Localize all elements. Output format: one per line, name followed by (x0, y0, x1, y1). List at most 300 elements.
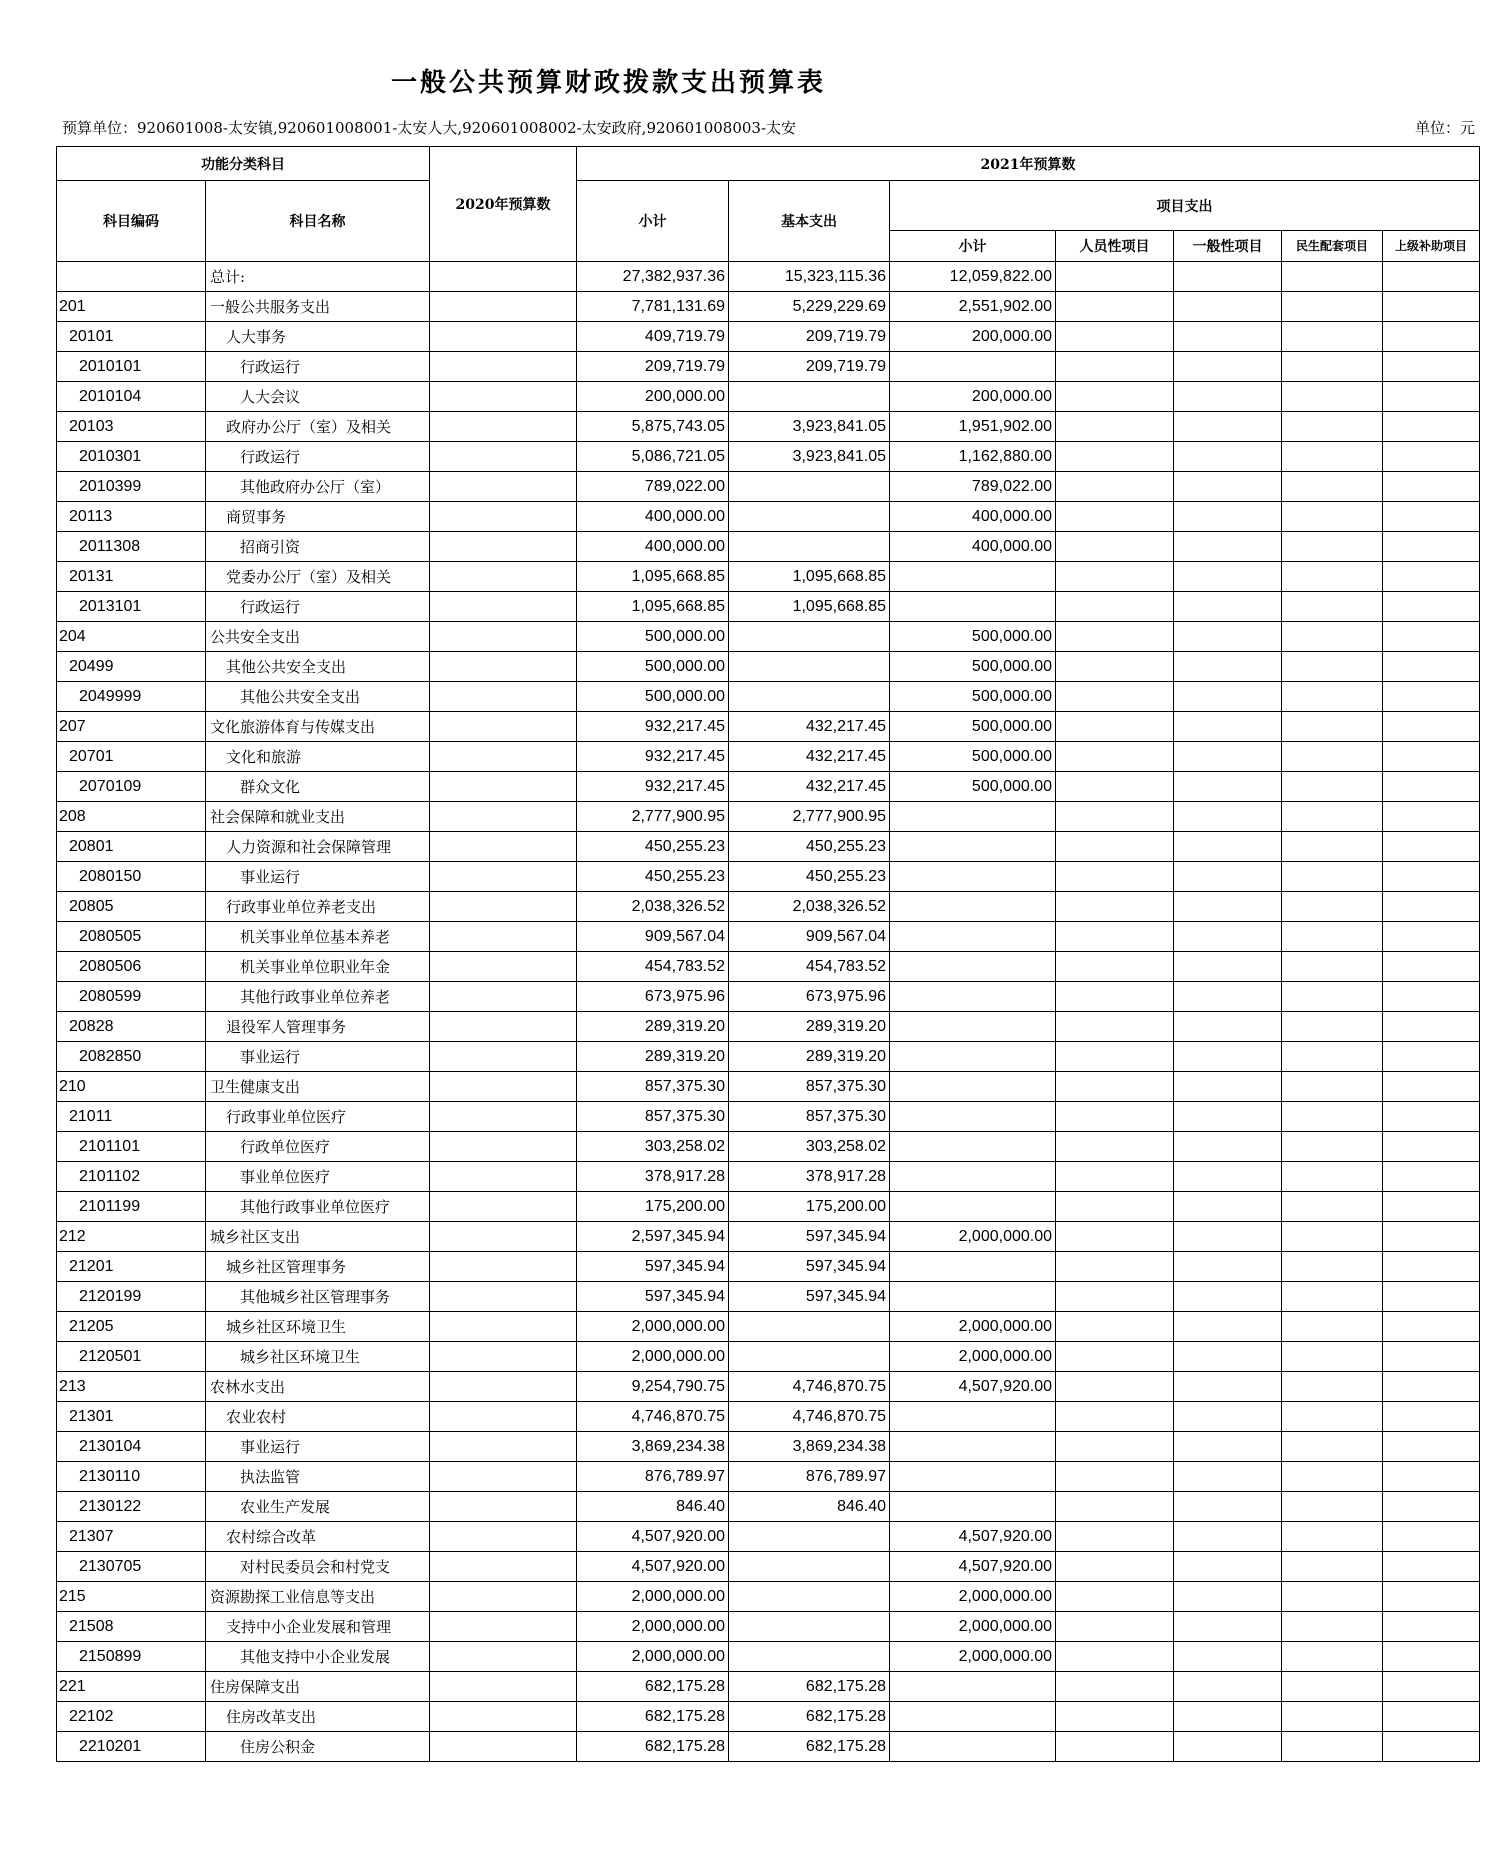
cell-personnel (1056, 952, 1174, 982)
cell-code: 2120501 (57, 1342, 206, 1372)
cell-code: 21307 (57, 1522, 206, 1552)
cell-project-subtotal (890, 1102, 1056, 1132)
cell-superior (1383, 1402, 1480, 1432)
cell-subtotal: 500,000.00 (577, 682, 729, 712)
cell-personnel (1056, 412, 1174, 442)
cell-prev-year (430, 982, 577, 1012)
cell-supporting (1282, 1162, 1383, 1192)
cell-basic (729, 1582, 890, 1612)
cell-supporting (1282, 1552, 1383, 1582)
cell-project-subtotal: 500,000.00 (890, 712, 1056, 742)
cell-superior (1383, 862, 1480, 892)
cell-supporting (1282, 1282, 1383, 1312)
cell-code: 212 (57, 1222, 206, 1252)
cell-personnel (1056, 472, 1174, 502)
cell-subtotal: 200,000.00 (577, 382, 729, 412)
cell-general (1174, 742, 1282, 772)
cell-personnel (1056, 832, 1174, 862)
table-row (57, 442, 1480, 472)
cell-superior (1383, 1522, 1480, 1552)
cell-prev-year (430, 1072, 577, 1102)
table-row (57, 1522, 1480, 1552)
cell-personnel (1056, 442, 1174, 472)
cell-personnel (1056, 1552, 1174, 1582)
cell-supporting (1282, 1402, 1383, 1432)
cell-superior (1383, 1222, 1480, 1252)
cell-subtotal: 2,038,326.52 (577, 892, 729, 922)
cell-superior (1383, 1492, 1480, 1522)
cell-basic: 682,175.28 (729, 1672, 890, 1702)
header-project-group: 项目支出 (890, 181, 1480, 231)
cell-prev-year (430, 1342, 577, 1372)
cell-superior (1383, 952, 1480, 982)
table-row (57, 1672, 1480, 1702)
cell-personnel (1056, 1372, 1174, 1402)
cell-prev-year (430, 1372, 577, 1402)
cell-name: 行政运行 (206, 592, 430, 622)
cell-general (1174, 1582, 1282, 1612)
cell-basic: 597,345.94 (729, 1222, 890, 1252)
cell-basic: 3,869,234.38 (729, 1432, 890, 1462)
cell-code: 2101102 (57, 1162, 206, 1192)
cell-subtotal: 597,345.94 (577, 1282, 729, 1312)
page-title: 一般公共预算财政拨款支出预算表 (390, 68, 826, 98)
cell-project-subtotal: 1,951,902.00 (890, 412, 1056, 442)
cell-name: 其他政府办公厅（室） (206, 472, 430, 502)
cell-superior (1383, 742, 1480, 772)
cell-name: 人大事务 (206, 322, 430, 352)
cell-subtotal: 673,975.96 (577, 982, 729, 1012)
cell-basic: 597,345.94 (729, 1282, 890, 1312)
cell-superior (1383, 1642, 1480, 1672)
cell-superior (1383, 532, 1480, 562)
cell-subtotal: 303,258.02 (577, 1132, 729, 1162)
header-personnel: 人员性项目 (1056, 231, 1174, 262)
cell-basic: 454,783.52 (729, 952, 890, 982)
cell-general (1174, 652, 1282, 682)
cell-subtotal: 2,777,900.95 (577, 802, 729, 832)
cell-name: 行政事业单位养老支出 (206, 892, 430, 922)
cell-project-subtotal (890, 1462, 1056, 1492)
table-row (57, 322, 1480, 352)
cell-superior (1383, 1342, 1480, 1372)
table-row (57, 1702, 1480, 1732)
cell-name: 其他行政事业单位医疗 (206, 1192, 430, 1222)
cell-basic (729, 382, 890, 412)
table-row (57, 592, 1480, 622)
cell-prev-year (430, 1252, 577, 1282)
table-row (57, 1282, 1480, 1312)
cell-basic: 15,323,115.36 (729, 262, 890, 292)
cell-superior (1383, 322, 1480, 352)
cell-supporting (1282, 1582, 1383, 1612)
cell-code: 2130122 (57, 1492, 206, 1522)
cell-code: 210 (57, 1072, 206, 1102)
cell-superior (1383, 1312, 1480, 1342)
cell-prev-year (430, 832, 577, 862)
cell-code: 20801 (57, 832, 206, 862)
cell-code: 2210201 (57, 1732, 206, 1762)
cell-subtotal: 2,597,345.94 (577, 1222, 729, 1252)
cell-name: 退役军人管理事务 (206, 1012, 430, 1042)
cell-code: 2082850 (57, 1042, 206, 1072)
cell-supporting (1282, 1192, 1383, 1222)
cell-project-subtotal: 2,000,000.00 (890, 1612, 1056, 1642)
cell-basic: 1,095,668.85 (729, 562, 890, 592)
cell-personnel (1056, 682, 1174, 712)
cell-prev-year (430, 1612, 577, 1642)
cell-supporting (1282, 1372, 1383, 1402)
header-supporting: 民生配套项目 (1282, 231, 1383, 262)
table-row (57, 562, 1480, 592)
cell-personnel (1056, 982, 1174, 1012)
table-row (57, 1732, 1480, 1762)
cell-personnel (1056, 1192, 1174, 1222)
cell-basic: 857,375.30 (729, 1072, 890, 1102)
cell-subtotal: 4,507,920.00 (577, 1522, 729, 1552)
cell-general (1174, 712, 1282, 742)
cell-basic (729, 472, 890, 502)
cell-name: 农村综合改革 (206, 1522, 430, 1552)
cell-general (1174, 682, 1282, 712)
table-row (57, 292, 1480, 322)
cell-personnel (1056, 772, 1174, 802)
table-row (57, 1582, 1480, 1612)
cell-superior (1383, 1552, 1480, 1582)
cell-project-subtotal (890, 952, 1056, 982)
cell-code: 22102 (57, 1702, 206, 1732)
cell-prev-year (430, 1102, 577, 1132)
cell-code: 201 (57, 292, 206, 322)
header-code: 科目编码 (57, 181, 206, 262)
cell-supporting (1282, 1222, 1383, 1252)
cell-subtotal: 4,507,920.00 (577, 1552, 729, 1582)
cell-general (1174, 922, 1282, 952)
cell-personnel (1056, 1492, 1174, 1522)
cell-basic: 4,746,870.75 (729, 1402, 890, 1432)
cell-superior (1383, 682, 1480, 712)
cell-superior (1383, 892, 1480, 922)
cell-project-subtotal (890, 592, 1056, 622)
cell-code: 2049999 (57, 682, 206, 712)
cell-superior (1383, 712, 1480, 742)
cell-superior (1383, 802, 1480, 832)
table-row (57, 1402, 1480, 1432)
table-row (57, 712, 1480, 742)
table-row (57, 1102, 1480, 1132)
cell-supporting (1282, 322, 1383, 352)
cell-name: 农林水支出 (206, 1372, 430, 1402)
cell-name: 其他公共安全支出 (206, 682, 430, 712)
cell-prev-year (430, 1432, 577, 1462)
cell-project-subtotal (890, 1492, 1056, 1522)
cell-personnel (1056, 1402, 1174, 1432)
cell-code: 207 (57, 712, 206, 742)
cell-project-subtotal (890, 1042, 1056, 1072)
cell-supporting (1282, 472, 1383, 502)
cell-basic: 3,923,841.05 (729, 412, 890, 442)
cell-superior (1383, 472, 1480, 502)
cell-name: 事业运行 (206, 1042, 430, 1072)
cell-code: 20828 (57, 1012, 206, 1042)
table-row (57, 772, 1480, 802)
cell-project-subtotal: 2,000,000.00 (890, 1342, 1056, 1372)
cell-project-subtotal (890, 352, 1056, 382)
cell-project-subtotal (890, 1732, 1056, 1762)
table-row (57, 262, 1480, 292)
cell-supporting (1282, 1012, 1383, 1042)
cell-project-subtotal: 1,162,880.00 (890, 442, 1056, 472)
table-row (57, 412, 1480, 442)
cell-basic: 846.40 (729, 1492, 890, 1522)
cell-project-subtotal (890, 562, 1056, 592)
cell-prev-year (430, 1522, 577, 1552)
cell-general (1174, 1462, 1282, 1492)
cell-prev-year (430, 292, 577, 322)
cell-supporting (1282, 292, 1383, 322)
cell-project-subtotal: 200,000.00 (890, 382, 1056, 412)
table-row (57, 892, 1480, 922)
cell-prev-year (430, 352, 577, 382)
cell-superior (1383, 1192, 1480, 1222)
cell-supporting (1282, 1072, 1383, 1102)
cell-project-subtotal: 500,000.00 (890, 682, 1056, 712)
cell-general (1174, 1492, 1282, 1522)
table-row (57, 622, 1480, 652)
cell-personnel (1056, 592, 1174, 622)
cell-project-subtotal (890, 802, 1056, 832)
cell-general (1174, 1672, 1282, 1702)
cell-name: 总计: (206, 262, 430, 292)
cell-code: 2080599 (57, 982, 206, 1012)
header-subtotal: 小计 (577, 181, 729, 262)
cell-name: 城乡社区环境卫生 (206, 1312, 430, 1342)
cell-superior (1383, 292, 1480, 322)
cell-subtotal: 2,000,000.00 (577, 1582, 729, 1612)
cell-code: 2080505 (57, 922, 206, 952)
cell-supporting (1282, 1102, 1383, 1132)
cell-general (1174, 1102, 1282, 1132)
cell-prev-year (430, 592, 577, 622)
cell-name: 社会保障和就业支出 (206, 802, 430, 832)
cell-supporting (1282, 592, 1383, 622)
cell-prev-year (430, 1012, 577, 1042)
cell-supporting (1282, 832, 1383, 862)
cell-superior (1383, 982, 1480, 1012)
cell-prev-year (430, 1222, 577, 1252)
cell-code: 204 (57, 622, 206, 652)
cell-general (1174, 1192, 1282, 1222)
cell-code: 21205 (57, 1312, 206, 1342)
cell-name: 人力资源和社会保障管理 (206, 832, 430, 862)
cell-name: 文化旅游体育与传媒支出 (206, 712, 430, 742)
cell-general (1174, 862, 1282, 892)
header-project-subtotal: 小计 (890, 231, 1056, 262)
cell-basic: 682,175.28 (729, 1732, 890, 1762)
table-row (57, 1072, 1480, 1102)
cell-superior (1383, 652, 1480, 682)
cell-project-subtotal: 2,000,000.00 (890, 1312, 1056, 1342)
cell-general (1174, 892, 1282, 922)
table-row (57, 1492, 1480, 1522)
cell-supporting (1282, 802, 1383, 832)
cell-general (1174, 832, 1282, 862)
cell-personnel (1056, 1072, 1174, 1102)
cell-superior (1383, 772, 1480, 802)
cell-prev-year (430, 442, 577, 472)
cell-name: 文化和旅游 (206, 742, 430, 772)
cell-personnel (1056, 1672, 1174, 1702)
cell-general (1174, 592, 1282, 622)
cell-prev-year (430, 952, 577, 982)
cell-name: 事业单位医疗 (206, 1162, 430, 1192)
cell-personnel (1056, 892, 1174, 922)
cell-subtotal: 1,095,668.85 (577, 592, 729, 622)
table-row (57, 1342, 1480, 1372)
cell-subtotal: 682,175.28 (577, 1732, 729, 1762)
cell-code: 215 (57, 1582, 206, 1612)
table-row (57, 1312, 1480, 1342)
cell-name: 人大会议 (206, 382, 430, 412)
cell-prev-year (430, 1492, 577, 1522)
table-row (57, 1552, 1480, 1582)
cell-supporting (1282, 742, 1383, 772)
cell-code: 2080150 (57, 862, 206, 892)
cell-code: 2013101 (57, 592, 206, 622)
cell-supporting (1282, 922, 1383, 952)
cell-prev-year (430, 712, 577, 742)
cell-supporting (1282, 952, 1383, 982)
cell-name: 政府办公厅（室）及相关 (206, 412, 430, 442)
cell-superior (1383, 1282, 1480, 1312)
cell-supporting (1282, 502, 1383, 532)
cell-general (1174, 1702, 1282, 1732)
cell-project-subtotal (890, 1432, 1056, 1462)
header-budget-group: 2021年预算数 (577, 147, 1480, 181)
cell-supporting (1282, 1462, 1383, 1492)
table-row (57, 502, 1480, 532)
cell-subtotal: 857,375.30 (577, 1072, 729, 1102)
cell-superior (1383, 1732, 1480, 1762)
table-row (57, 1222, 1480, 1252)
cell-superior (1383, 262, 1480, 292)
cell-superior (1383, 1162, 1480, 1192)
cell-supporting (1282, 1132, 1383, 1162)
cell-basic: 432,217.45 (729, 742, 890, 772)
cell-subtotal: 409,719.79 (577, 322, 729, 352)
cell-superior (1383, 592, 1480, 622)
cell-prev-year (430, 652, 577, 682)
cell-personnel (1056, 1102, 1174, 1132)
cell-personnel (1056, 1282, 1174, 1312)
cell-supporting (1282, 1642, 1383, 1672)
cell-project-subtotal (890, 862, 1056, 892)
cell-basic: 4,746,870.75 (729, 1372, 890, 1402)
cell-subtotal: 500,000.00 (577, 652, 729, 682)
cell-subtotal: 9,254,790.75 (577, 1372, 729, 1402)
cell-project-subtotal (890, 1252, 1056, 1282)
cell-code: 21011 (57, 1102, 206, 1132)
cell-supporting (1282, 442, 1383, 472)
table-row (57, 1372, 1480, 1402)
cell-name: 支持中小企业发展和管理 (206, 1612, 430, 1642)
cell-name: 其他公共安全支出 (206, 652, 430, 682)
cell-project-subtotal (890, 1162, 1056, 1192)
cell-supporting (1282, 532, 1383, 562)
cell-general (1174, 322, 1282, 352)
cell-project-subtotal (890, 1282, 1056, 1312)
cell-personnel (1056, 352, 1174, 382)
cell-personnel (1056, 712, 1174, 742)
cell-project-subtotal: 4,507,920.00 (890, 1522, 1056, 1552)
cell-code: 21201 (57, 1252, 206, 1282)
cell-basic (729, 532, 890, 562)
cell-prev-year (430, 1462, 577, 1492)
cell-personnel (1056, 652, 1174, 682)
cell-basic: 3,923,841.05 (729, 442, 890, 472)
cell-name: 卫生健康支出 (206, 1072, 430, 1102)
cell-prev-year (430, 742, 577, 772)
cell-basic: 909,567.04 (729, 922, 890, 952)
cell-project-subtotal (890, 1672, 1056, 1702)
header-prev-year: 2020年预算数 (430, 147, 577, 262)
cell-general (1174, 262, 1282, 292)
cell-supporting (1282, 1432, 1383, 1462)
cell-project-subtotal: 500,000.00 (890, 742, 1056, 772)
cell-project-subtotal (890, 982, 1056, 1012)
cell-code: 2010399 (57, 472, 206, 502)
cell-project-subtotal: 2,000,000.00 (890, 1642, 1056, 1672)
cell-subtotal: 1,095,668.85 (577, 562, 729, 592)
cell-supporting (1282, 1732, 1383, 1762)
cell-prev-year (430, 562, 577, 592)
cell-prev-year (430, 262, 577, 292)
table-body (57, 262, 1480, 1762)
cell-subtotal: 5,875,743.05 (577, 412, 729, 442)
cell-general (1174, 1162, 1282, 1192)
cell-name: 招商引资 (206, 532, 430, 562)
cell-project-subtotal (890, 1702, 1056, 1732)
cell-prev-year (430, 802, 577, 832)
header-general: 一般性项目 (1174, 231, 1282, 262)
cell-personnel (1056, 1222, 1174, 1252)
cell-code: 20131 (57, 562, 206, 592)
cell-code: 20101 (57, 322, 206, 352)
cell-superior (1383, 382, 1480, 412)
cell-subtotal: 846.40 (577, 1492, 729, 1522)
cell-code (57, 262, 206, 292)
header-category-group: 功能分类科目 (57, 147, 430, 181)
cell-superior (1383, 1672, 1480, 1702)
cell-name: 行政运行 (206, 352, 430, 382)
cell-basic (729, 1312, 890, 1342)
cell-prev-year (430, 1042, 577, 1072)
table-row (57, 1462, 1480, 1492)
cell-code: 20113 (57, 502, 206, 532)
cell-general (1174, 1222, 1282, 1252)
cell-subtotal: 175,200.00 (577, 1192, 729, 1222)
table-row (57, 1162, 1480, 1192)
cell-name: 住房保障支出 (206, 1672, 430, 1702)
cell-personnel (1056, 262, 1174, 292)
cell-subtotal: 876,789.97 (577, 1462, 729, 1492)
cell-subtotal: 857,375.30 (577, 1102, 729, 1132)
cell-name: 资源勘探工业信息等支出 (206, 1582, 430, 1612)
cell-basic: 673,975.96 (729, 982, 890, 1012)
cell-general (1174, 1342, 1282, 1372)
cell-superior (1383, 1462, 1480, 1492)
cell-superior (1383, 622, 1480, 652)
